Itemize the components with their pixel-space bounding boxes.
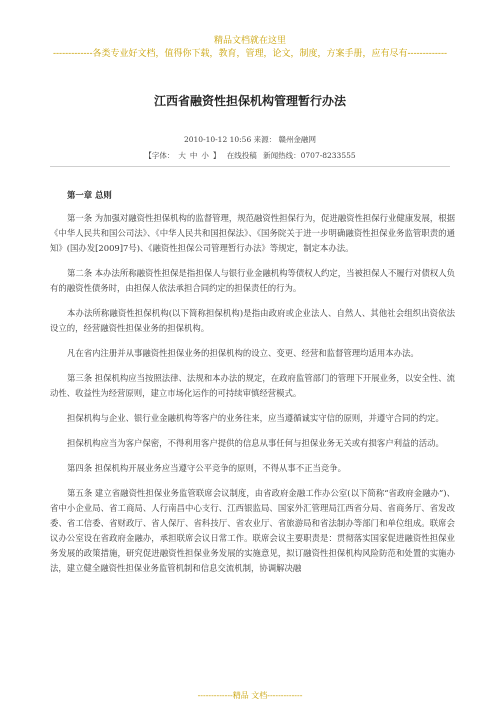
hotline-text: 新闻热线：0707-8233555 bbox=[263, 151, 356, 160]
header-banner-tagline: -------------各类专业好文档，值得你下载，教育，管理，论文，制度，方案手册，应有尽有------------- bbox=[52, 49, 448, 59]
submit-link[interactable]: 在线投稿 bbox=[226, 151, 257, 160]
article-paragraph: 第一条 为加强对融资性担保机构的监督管理，规范融资性担保行为，促进融资性担保行业健康发展，根据《中华人民共和国公司法》、《中华人民共和国担保法》、《国务院关于进一步明确融资性担保业务监管职责的通知》(国办发[2009]7号)、《融资性担保公司管理暂行办法》等规定，制定本办法。 bbox=[50, 213, 455, 253]
article-paragraph: 担保机构与企业、银行业金融机构等客户的业务往来，应当遵循诚实守信的原则，并遵守合同的约定。 bbox=[67, 413, 444, 423]
article-paragraph: 凡在省内注册并从事融资性担保业务的担保机构的设立、变更、经营和监督管理均适用本办法。 bbox=[67, 348, 419, 358]
article-paragraph: 担保机构应当为客户保密，不得利用客户提供的信息从事任何与担保业务无关或有损客户利益的活动。 bbox=[67, 438, 444, 448]
font-size-label: 【字体： bbox=[144, 151, 175, 160]
font-medium-link[interactable]: 中 bbox=[189, 151, 198, 160]
article-meta: 2010-10-12 10:56 来源： 赣州金融网 bbox=[183, 135, 316, 144]
header-banner-title: 精品文档就在这里 bbox=[213, 36, 286, 46]
article-title: 江西省融资性担保机构管理暂行办法 bbox=[153, 94, 346, 108]
font-large-link[interactable]: 大 bbox=[178, 151, 186, 160]
article-paragraph: 本办法所称融资性担保机构(以下简称担保机构)是指由政府或企业法人、自然人、其他社会组织出资依法设立的，经营融资性担保业务的担保机构。 bbox=[50, 308, 455, 333]
article-paragraph: 第二条 本办法所称融资性担保是指担保人与银行业金融机构等债权人约定，当被担保人不履行对债权人负有的融资性债务时，由担保人依法承担合同约定的担保责任的行为。 bbox=[50, 268, 455, 293]
divider bbox=[50, 166, 450, 167]
chapter-heading: 第一章 总则 bbox=[67, 190, 112, 200]
article-paragraph: 第四条 担保机构开展业务应当遵守公平竞争的原则，不得从事不正当竞争。 bbox=[67, 463, 347, 473]
article-paragraph: 第三条 担保机构应当按照法律、法规和本办法的规定，在政府监管部门的管理下开展业务，以安全性、流动性、收益性为经营原则，建立市场化运作的可持续审慎经营模式。 bbox=[50, 373, 455, 398]
article-body bbox=[50, 188, 455, 586]
footer-banner: -------------精品 文档------------- bbox=[197, 691, 303, 700]
article-paragraph: 第五条 建立省融资性担保业务监管联席会议制度，由省政府金融工作办公室(以下简称“省政府金融办”)、省中小企业局、省工商局、人行南昌中心支行、江西银监局、国家外汇管理局江西省分局、省商务厅、省发改委、省工信委、省财政厅、省人保厅、省科技厅、省农业厅、省旅游局和省法制办等部门和单位组成。联席会议办公室设在省政府金融办，承担联席会议日常工作。联席会议主要职责是：贯彻落实国家促进融资性担保业务发展的政策措施，研究促进融资性担保业务发展的实施意见，拟订融资性担保机构风险防范和处置的实施办法，建立健全融资性担保业务监管机制和信息交流机制，协调解决融 bbox=[50, 488, 455, 573]
article-toolbar bbox=[0, 150, 500, 161]
font-small-link[interactable]: 小 bbox=[201, 151, 209, 160]
font-size-close: 】 bbox=[212, 151, 221, 160]
